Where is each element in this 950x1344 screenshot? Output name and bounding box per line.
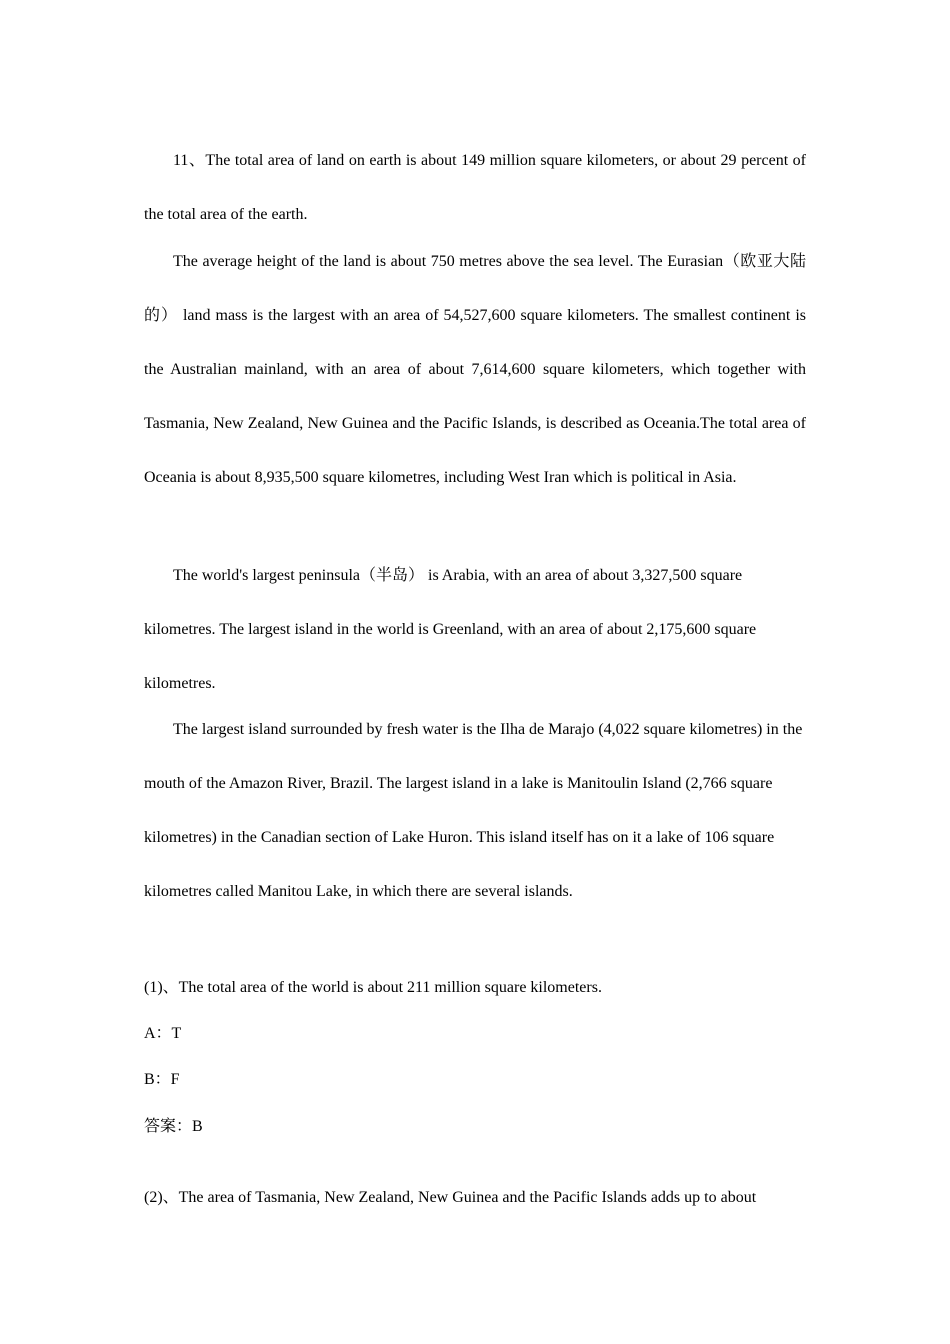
- question-1-text: (1)、The total area of the world is about 211 million square kilometers.: [144, 979, 602, 996]
- passage-paragraph-1: 11、The total area of land on earth is about 149 million square kilometers, or about 29 percent of the total area of the earth.: [144, 152, 806, 223]
- question-1-option-b: B：F: [144, 1071, 180, 1088]
- question-1-answer: 答案：B: [144, 1118, 203, 1135]
- passage-paragraph-3: The world's largest peninsula（半岛） is Arabia, with an area of about 3,327,500 square kilometres. The largest island in the world is Greenland, with an area of about 2,175,600 square kilometres.: [144, 567, 757, 692]
- question-2-text: (2)、The area of Tasmania, New Zealand, New Guinea and the Pacific Islands adds up to about: [144, 1189, 757, 1206]
- passage-paragraph-2: The average height of the land is about 750 metres above the sea level. The Eurasian（欧亚大陆的） land mass is the largest with an area of 54,527,600 square kilometers. The smallest continent is the Australian mainland, with an area of about 7,614,600 square kilometers, which together with Tasmania, New Zealand, New Guinea and the Pacific Islands, is described as Oceania.The total area of Oceania is about 8,935,500 square kilometres, including West Iran which is political in Asia.: [144, 253, 806, 486]
- passage-paragraph-4: The largest island surrounded by fresh water is the Ilha de Marajo (4,022 square kilometres) in the mouth of the Amazon River, Brazil. The largest island in a lake is Manitoulin Island (2,766 square kilometres) in the Canadian section of Lake Huron. This island itself has on it a lake of 106 square kilometres called Manitou Lake, in which there are several islands.: [144, 721, 803, 900]
- question-1-option-a: A：T: [144, 1025, 182, 1042]
